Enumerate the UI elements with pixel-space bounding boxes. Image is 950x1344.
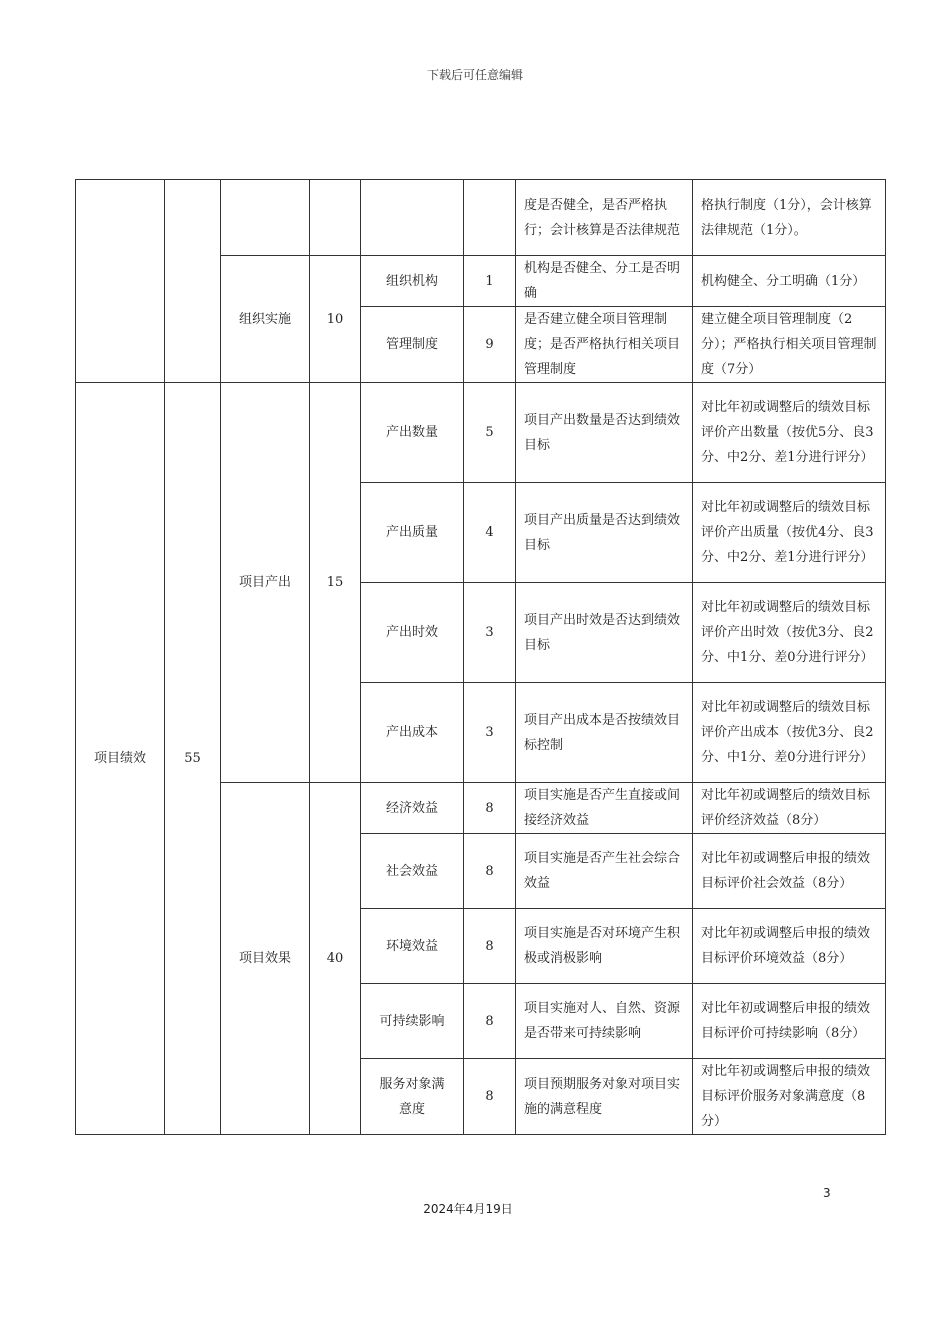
indicator-score-cell xyxy=(464,180,516,256)
indicator-cell: 产出质量 xyxy=(361,483,464,583)
header-note: 下载后可任意编辑 xyxy=(426,68,523,82)
subcategory-cell xyxy=(221,180,310,256)
table-row xyxy=(76,180,886,256)
criteria-cell: 项目产出数量是否达到绩效目标 xyxy=(516,383,693,483)
indicator-cell: 产出时效 xyxy=(361,583,464,683)
scoring-cell: 对比年初或调整后申报的绩效目标评价可持续影响（8分） xyxy=(693,984,886,1059)
indicator-score-cell: 8 xyxy=(464,1059,516,1135)
criteria-cell: 项目预期服务对象对项目实施的满意程度 xyxy=(516,1059,693,1135)
performance-evaluation-table xyxy=(75,179,886,1135)
criteria-cell: 项目实施是否对环境产生积极或消极影响 xyxy=(516,909,693,984)
criteria-cell: 项目实施对人、自然、资源是否带来可持续影响 xyxy=(516,984,693,1059)
criteria-cell: 是否建立健全项目管理制度；是否严格执行相关项目管理制度 xyxy=(516,307,693,383)
category-score-cell xyxy=(165,180,221,383)
indicator-score-cell: 8 xyxy=(464,984,516,1059)
scoring-cell: 格执行制度（1分），会计核算法律规范（1分）。 xyxy=(693,180,886,256)
table-row xyxy=(76,383,886,483)
subcategory-score-cell: 40 xyxy=(310,783,361,1135)
subcategory-score-cell: 10 xyxy=(310,256,361,383)
indicator-score-cell: 3 xyxy=(464,583,516,683)
indicator-cell: 组织机构 xyxy=(361,256,464,307)
scoring-cell: 对比年初或调整后的绩效目标评价产出数量（按优5分、良3分、中2分、差1分进行评分） xyxy=(693,383,886,483)
indicator-cell: 产出数量 xyxy=(361,383,464,483)
footer-date: 2024年4月19日 xyxy=(423,1202,513,1216)
scoring-cell: 建立健全项目管理制度（2分）；严格执行相关项目管理制度（7分） xyxy=(693,307,886,383)
indicator-score-cell: 4 xyxy=(464,483,516,583)
page-number: 3 xyxy=(823,1186,831,1200)
indicator-cell: 服务对象满意度 xyxy=(361,1059,464,1135)
scoring-cell: 对比年初或调整后申报的绩效目标评价环境效益（8分） xyxy=(693,909,886,984)
category-cell: 项目绩效 xyxy=(76,383,165,1135)
subcategory-score-cell xyxy=(310,180,361,256)
criteria-cell: 项目实施是否产生直接或间接经济效益 xyxy=(516,783,693,834)
indicator-cell: 经济效益 xyxy=(361,783,464,834)
criteria-cell: 项目产出成本是否按绩效目标控制 xyxy=(516,683,693,783)
subcategory-cell: 组织实施 xyxy=(221,256,310,383)
criteria-cell: 机构是否健全、分工是否明确 xyxy=(516,256,693,307)
indicator-score-cell: 5 xyxy=(464,383,516,483)
scoring-cell: 机构健全、分工明确（1分） xyxy=(693,256,886,307)
subcategory-cell: 项目产出 xyxy=(221,383,310,783)
category-cell xyxy=(76,180,165,383)
indicator-score-cell: 8 xyxy=(464,909,516,984)
subcategory-cell: 项目效果 xyxy=(221,783,310,1135)
indicator-cell: 环境效益 xyxy=(361,909,464,984)
criteria-cell: 度是否健全，是否严格执行；会计核算是否法律规范 xyxy=(516,180,693,256)
scoring-cell: 对比年初或调整后申报的绩效目标评价服务对象满意度（8分） xyxy=(693,1059,886,1135)
indicator-cell: 社会效益 xyxy=(361,834,464,909)
indicator-score-cell: 3 xyxy=(464,683,516,783)
criteria-cell: 项目产出质量是否达到绩效目标 xyxy=(516,483,693,583)
indicator-score-cell: 8 xyxy=(464,834,516,909)
indicator-cell: 可持续影响 xyxy=(361,984,464,1059)
indicator-cell: 产出成本 xyxy=(361,683,464,783)
indicator-score-cell: 8 xyxy=(464,783,516,834)
indicator-cell: 管理制度 xyxy=(361,307,464,383)
subcategory-score-cell: 15 xyxy=(310,383,361,783)
scoring-cell: 对比年初或调整后的绩效目标评价产出质量（按优4分、良3分、中2分、差1分进行评分） xyxy=(693,483,886,583)
indicator-score-cell: 9 xyxy=(464,307,516,383)
scoring-cell: 对比年初或调整后的绩效目标评价产出成本（按优3分、良2分、中1分、差0分进行评分） xyxy=(693,683,886,783)
criteria-cell: 项目实施是否产生社会综合效益 xyxy=(516,834,693,909)
scoring-cell: 对比年初或调整后的绩效目标评价经济效益（8分） xyxy=(693,783,886,834)
scoring-cell: 对比年初或调整后的绩效目标评价产出时效（按优3分、良2分、中1分、差0分进行评分） xyxy=(693,583,886,683)
indicator-cell xyxy=(361,180,464,256)
scoring-cell: 对比年初或调整后申报的绩效目标评价社会效益（8分） xyxy=(693,834,886,909)
category-score-cell: 55 xyxy=(165,383,221,1135)
criteria-cell: 项目产出时效是否达到绩效目标 xyxy=(516,583,693,683)
indicator-score-cell: 1 xyxy=(464,256,516,307)
